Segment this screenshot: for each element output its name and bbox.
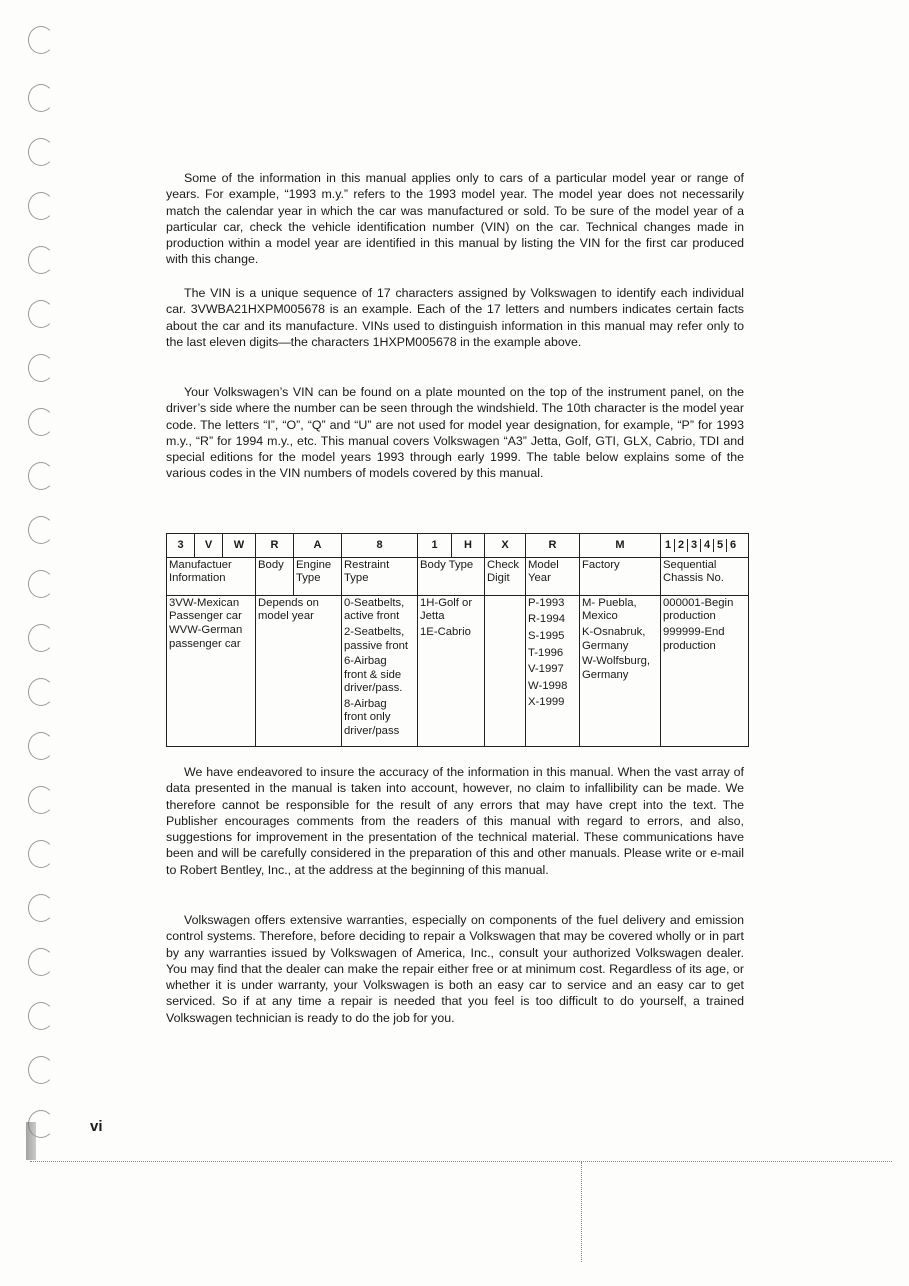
header-check-digit: Check Digit [485, 557, 526, 595]
vin-char: V [195, 534, 223, 558]
binder-hole-icon [28, 732, 54, 760]
binder-hole-icon [28, 624, 54, 652]
binder-hole-icon [28, 138, 54, 166]
page-number: vi [90, 1118, 103, 1135]
paragraph-accuracy: We have endeavored to insure the accuracy of the information in this manual. When the vast array of data presented in the manual is taken into account, however, no claim to infallibility can be made. We therefore cannot be responsible for the result of any errors that may have crept into the text. The Publisher encourages comments from the readers of this manual with regard to errors, and also, suggestions for improvement in the presentation of the technical material. These communications have been and will be carefully considered in the preparation of this and other manuals. Please write or e-mail to Robert Bentley, Inc., at the address at the beginning of this manual. [166, 765, 744, 877]
values-body-engine: Depends on model year [256, 595, 342, 746]
binder-hole-icon [28, 678, 54, 706]
binder-hole-icon [28, 570, 54, 598]
footer-divider [30, 1161, 892, 1162]
paragraph-model-year: Some of the information in this manual applies only to cars of a particular model year or range of years. For example, “1993 m.y.” refers to the 1993 model year. The model year does not necessarily match the calendar year in which the car was manufactured or sold. To be sure of the model year of a particular car, check the vehicle identification number (VIN) on the car. Technical changes made in production within a model year are identified in this manual by listing the VIN for the first car produced with this change. [166, 171, 744, 267]
values-manufacturer: 3VW-Mexican Passenger car WVW-German passenger car [167, 595, 256, 746]
vin-char: A [294, 534, 342, 558]
header-sequential: Sequential Chassis No. [661, 557, 749, 595]
paragraph-vin-definition: The VIN is a unique sequence of 17 characters assigned by Volkswagen to identify each individual car. 3VWBA21HXPM005678 is an example. Each of the 17 letters and numbers indicates certain facts about the car and its manufacture. VINs used to distinguish information in this manual may refer only to the last eleven digits—the characters 1HXPM005678 in the example above. [166, 286, 744, 349]
header-model-year: Model Year [526, 557, 580, 595]
header-manufacturer: Manufactuer Information [167, 557, 256, 595]
vin-character-row [167, 534, 749, 558]
vin-code-table [166, 533, 749, 747]
vin-char: M [580, 534, 661, 558]
vin-char: 1 [418, 534, 452, 558]
binder-hole-icon [28, 840, 54, 868]
sequence-digit: 2 [675, 539, 688, 553]
binder-hole-icon [28, 354, 54, 382]
binder-hole-icon [28, 246, 54, 274]
binder-hole-icon [28, 516, 54, 544]
vin-char: W [223, 534, 256, 558]
sequence-digit: 5 [714, 539, 727, 553]
vin-char: X [485, 534, 526, 558]
values-restraint: 0-Seatbelts, active front 2-Seatbelts, passive front 6-Airbag front & side driver/pass. 8-Airbag front only driver/pass [342, 595, 418, 746]
header-body: Body [256, 557, 294, 595]
header-restraint: Restraint Type [342, 557, 418, 595]
header-engine: Engine Type [294, 557, 342, 595]
binder-hole-icon [28, 786, 54, 814]
vin-char: R [256, 534, 294, 558]
paragraph-warranty: Volkswagen offers extensive warranties, especially on components of the fuel delivery and emission control systems. Therefore, before deciding to repair a Volkswagen that may be covered wholly or in part by any warranties issued by Volkswagen of America, Inc., consult your authorized Volkswagen dealer. You may find that the dealer can make the repair either free or at minimum cost. Regardless of its age, or whether it is under warranty, your Volkswagen is both an easy car to service and an easy car to get serviced. So if at any time a repair is needed that you feel is too difficult to do yourself, a trained Volkswagen technician is ready to do the job for you. [166, 913, 744, 1025]
binder-hole-icon [28, 26, 54, 54]
sequence-digit: 3 [688, 539, 701, 553]
binder-hole-icon [28, 462, 54, 490]
paragraph-vin-location: Your Volkswagen’s VIN can be found on a plate mounted on the top of the instrument panel, on the driver’s side where the number can be seen through the windshield. The 10th character is the model year code. The letters “I”, “O”, “Q” and “U” are not used for model year designation, for example, “P” for 1993 m.y., “R” for 1994 m.y., etc. This manual covers Volkswagen “A3” Jetta, Golf, GTI, GLX, Cabrio, TDI and special editions for the model years 1993 through early 1999. The table below explains some of the various codes in the VIN numbers of models covered by this manual. [166, 385, 744, 481]
values-check-digit [485, 595, 526, 746]
binder-hole-icon [28, 300, 54, 328]
header-factory: Factory [580, 557, 661, 595]
vin-char: 8 [342, 534, 418, 558]
vin-char: 3 [167, 534, 195, 558]
binder-hole-icon [28, 408, 54, 436]
vin-description-row [167, 557, 749, 595]
binder-hole-icon [28, 894, 54, 922]
scan-mark [26, 1122, 36, 1160]
vin-values-row [167, 595, 749, 746]
vin-sequence-digits [661, 534, 749, 558]
header-body-type: Body Type [418, 557, 485, 595]
footer-vertical-divider [581, 1162, 582, 1262]
binder-hole-icon [28, 192, 54, 220]
binder-hole-icon [28, 948, 54, 976]
values-model-year: P-1993 R-1994 S-1995 T-1996 V-1997 W-1998 X-1999 [526, 595, 580, 746]
values-body-type: 1H-Golf or Jetta 1E-Cabrio [418, 595, 485, 746]
sequence-digit: 6 [729, 538, 737, 551]
binder-hole-icon [28, 1002, 54, 1030]
vin-char: H [452, 534, 485, 558]
binder-hole-icon [28, 1056, 54, 1084]
values-sequential: 000001-Begin production 999999-End production [661, 595, 749, 746]
vin-char: R [526, 534, 580, 558]
binder-hole-icon [28, 84, 54, 112]
sequence-digit: 1 [662, 539, 675, 553]
values-factory: M- Puebla, Mexico K-Osnabruk, Germany W-Wolfsburg, Germany [580, 595, 661, 746]
sequence-digit: 4 [701, 539, 714, 553]
